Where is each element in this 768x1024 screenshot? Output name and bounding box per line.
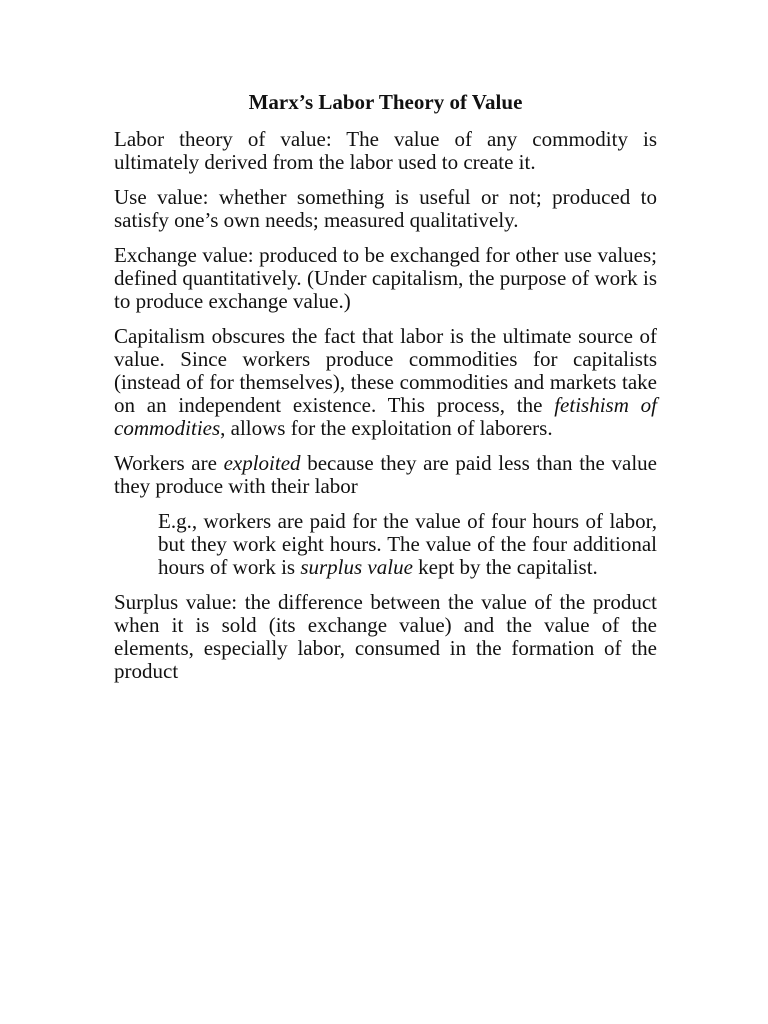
document-page [114,88,657,695]
paragraph-text: Capitalism obscures the fact that labor is the ultimate source of value. Since workers produce commodities for capitalists (instead of for themselves), these commodities and markets take on an independent existence. This process, the [114,324,657,417]
paragraph-text: E.g., workers are paid for the value of four hours of labor, but they work eight hours. The value of the four additional hours of work is [158,509,657,579]
paragraph-workers-exploited [114,452,657,498]
paragraph-surplus-value: Surplus value: the difference between the value of the product when it is sold (its exchange value) and the value of the elements, especially labor, consumed in the formation of the product [114,590,657,683]
emphasis-text: surplus value [300,555,413,579]
paragraph-example [158,510,657,579]
paragraph-text: , allows for the exploitation of laborers. [220,416,553,440]
paragraph-labor-theory: Labor theory of value: The value of any commodity is ultimately derived from the labor used to create it. [114,127,657,174]
paragraph-exchange-value: Exchange value: produced to be exchanged for other use values; defined quantitatively. (Under capitalism, the purpose of work is to produce exchange value.) [114,243,657,313]
paragraph-text: because they are paid less than the value they produce with their labor [114,451,657,498]
paragraph-text: kept by the capitalist. [412,555,598,579]
paragraph-text: Workers are [114,451,224,475]
document-title: Marx’s Labor Theory of Value [248,90,523,114]
paragraph-use-value: Use value: whether something is useful or not; produced to satisfy one’s own needs; measured qualitatively. [114,185,657,232]
paragraph-capitalism [114,325,657,440]
emphasis-text: exploited [223,451,301,475]
emphasis-text: fetishism of commodities [114,393,657,440]
